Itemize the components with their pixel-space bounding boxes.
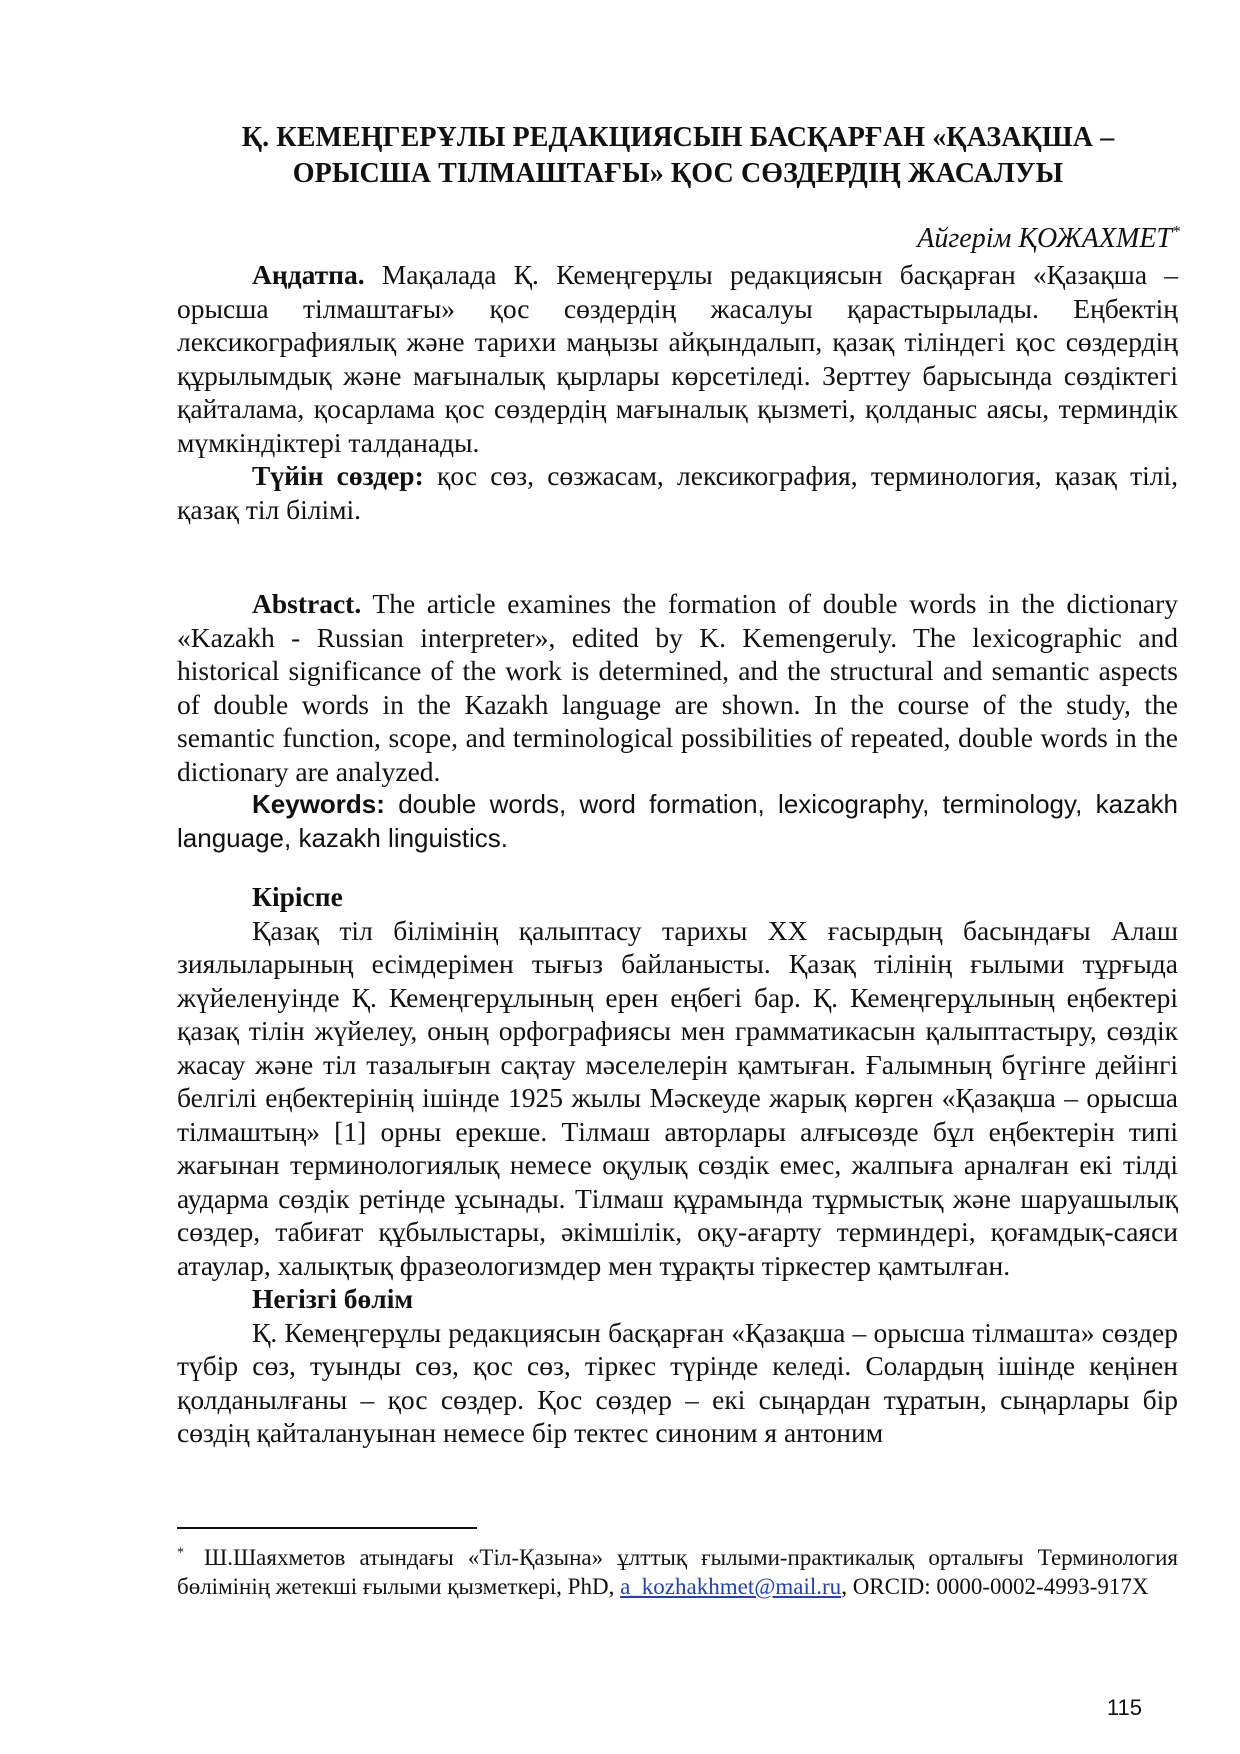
keywords-en-text: double words, word formation, lexicography, terminology, kazakh language, kazakh linguistics. bbox=[177, 789, 1178, 853]
email-link[interactable]: a_kozhakhmet@mail.ru bbox=[620, 1574, 842, 1599]
article-title bbox=[178, 120, 1178, 192]
keywords-kz-label: Түйін сөздер: bbox=[252, 460, 424, 491]
intro-heading: Кіріспе bbox=[252, 881, 343, 912]
footnote-orcid: , ORCID: 0000-0002-4993-917X bbox=[841, 1574, 1149, 1599]
abstract-en-block bbox=[177, 587, 1178, 855]
keywords-kz bbox=[177, 459, 1178, 526]
abstract-kz bbox=[177, 258, 1178, 459]
intro-paragraph: Қазақ тіл білімінің қалыптасу тарихы XX ғасырдың басындағы Алаш зиялыларының есімдерімен тығыз байланысты. Қазақ тілінің ғылыми тұрғыда жүйеленуінде Қ. Кемеңгерұлының ерен еңбегі бар. Қ. Кемеңгерұлының еңбектері қазақ тілін жүйелеу, оның орфографиясы мен грамматикасын қалыптастыру, сөздік жасау және тіл тазалығын сақтау мәселелерін қамтыған. Ғалымның бүгінге дейінгі белгілі еңбектерінің ішінде 1925 жылы Мәскеуде жарық көрген «Қазақша – орысша тілмаштың» [1] орны ерекше. Тілмаш авторлары алғысөзде бұл еңбектерін типі жағынан терминологиялық немесе оқулық сөздік емес, жалпыға арналған екі тілді аударма сөздік ретінде ұсынады. Тілмаш құрамында тұрмыстық және шаруашылық сөздер, табиғат құбылыстары, әкімшілік, оқу-ағарту терминдері, қоғамдық-саяси атаулар, халықтық фразеологизмдер мен тұрақты тіркестер қамтылған. bbox=[177, 914, 1178, 1281]
keywords-kz-text: қос сөз, сөзжасам, лексикография, терминология, қазақ тілі, қазақ тіл білімі. bbox=[177, 460, 1178, 525]
footnote-mark: * bbox=[177, 1545, 184, 1561]
author-name: Айгерім ҚОЖАХМЕТ bbox=[917, 223, 1172, 254]
footnote-text: Ш.Шаяхметов атындағы «Тіл-Қазына» ұлттық ғылыми-практикалық орталығы Терминология бөлімінің жетекші ғылыми қызметкері, PhD, bbox=[177, 1545, 1178, 1599]
author bbox=[917, 222, 1180, 256]
keywords-en-label: Keywords: bbox=[252, 789, 385, 819]
main-heading: Негізгі бөлім bbox=[252, 1283, 414, 1314]
introduction-section bbox=[177, 880, 1178, 1450]
keywords-en bbox=[177, 788, 1178, 855]
abstract-kz-label: Аңдатпа. bbox=[252, 259, 365, 290]
abstract-en-label: Abstract. bbox=[252, 588, 362, 619]
page-number: 115 bbox=[1106, 1695, 1142, 1720]
abstract-kz-text: Мақалада Қ. Кемеңгерұлы редакциясын басқарған «Қазақша – орысша тілмаштағы» қос сөздердің жасалуы қарастырылады. Еңбектің лексикографиялық және тарихи маңызы айқындалып, қазақ тіліндегі қос сөздердің құрылымдық және мағыналық қырлары көрсетіледі. Зерттеу барысында сөздіктегі қайталама, қосарлама қос сөздердің мағыналық қызметі, қолданыс аясы, терминдік мүмкіндіктері талданады. bbox=[177, 259, 1178, 458]
author-footnote-mark: * bbox=[1172, 223, 1180, 241]
abstract-kz-block bbox=[177, 258, 1178, 526]
title-line-1: Қ. КЕМЕҢГЕРҰЛЫ РЕДАКЦИЯСЫН БАСҚАРҒАН «ҚАЗАҚША – bbox=[241, 122, 1115, 153]
title-line-2: ОРЫСША ТІЛМАШТАҒЫ» ҚОС СӨЗДЕРДІҢ ЖАСАЛУЫ bbox=[292, 158, 1064, 189]
abstract-en bbox=[177, 587, 1178, 788]
abstract-en-text: The article examines the formation of double words in the dictionary «Kazakh - Russian interpreter», edited by K. Kemengeruly. The lexicographic and historical significance of the work is determined, and the structural and semantic aspects of double words in the Kazakh language are shown. In the course of the study, the semantic function, scope, and terminological possibilities of repeated, double words in the dictionary are analyzed. bbox=[177, 588, 1178, 787]
footnote bbox=[177, 1543, 1178, 1601]
main-paragraph: Қ. Кемеңгерұлы редакциясын басқарған «Қазақша – орысша тілмашта» сөздер түбір сөз, туынды сөз, қос сөз, тіркес түрінде келеді. Солардың ішінде кеңінен қолданылғаны – қос сөздер. Қос сөздер – екі сыңардан тұратын, сыңарлары бір сөздің қайталануынан немесе бір тектес синоним я антоним bbox=[177, 1316, 1178, 1448]
footnote-separator bbox=[177, 1527, 477, 1529]
